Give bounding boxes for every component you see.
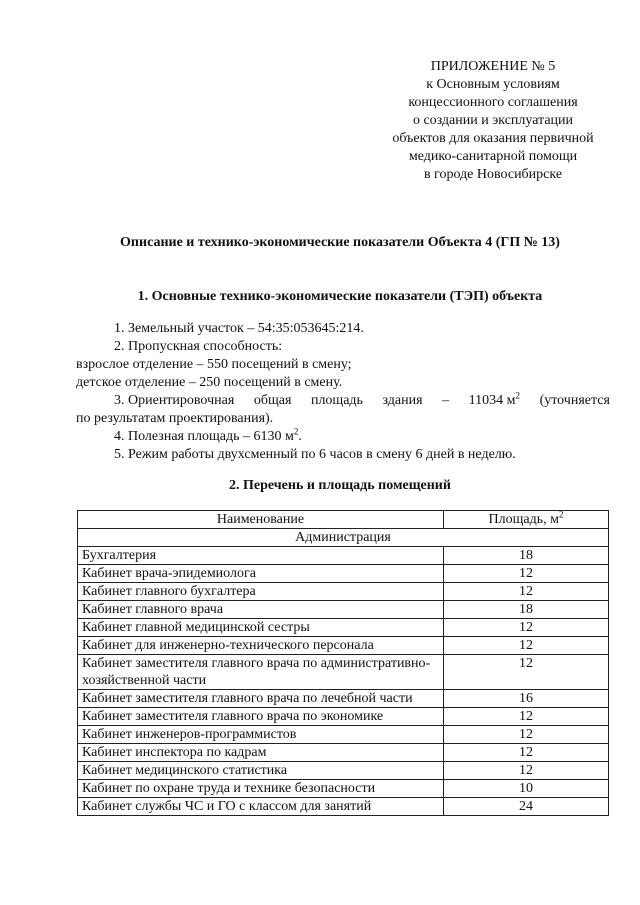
room-name: Кабинет инженеров-программистов: [78, 726, 444, 744]
section1-title: 1. Основные технико-экономические показатели (ТЭП) объекта: [137, 289, 543, 304]
room-name: Кабинет по охране труда и технике безопасности: [78, 780, 444, 798]
room-name: Кабинет заместителя главного врача по экономике: [78, 708, 444, 726]
word: 11034 м: [468, 393, 516, 408]
table-group-row: [78, 529, 609, 547]
document-title: Описание и технико-экономические показатели Объекта 4 (ГП № 13): [120, 235, 560, 250]
room-name: Кабинет врача-эпидемиолога: [78, 565, 444, 583]
table-row: [78, 744, 609, 762]
room-area: 16: [444, 690, 609, 708]
item-work-mode: 5. Режим работы двухсменный по 6 часов в смену 6 дней в неделю.: [114, 447, 516, 462]
appendix-line: медико-санитарной помощи: [408, 149, 578, 164]
appendix-header: [370, 58, 616, 184]
table-row: [78, 726, 609, 744]
table-row: [78, 601, 609, 619]
room-name: Кабинет инспектора по кадрам: [78, 744, 444, 762]
table-row: [78, 798, 609, 816]
room-name: Кабинет медицинского статистика: [78, 762, 444, 780]
word: здания: [382, 393, 423, 408]
table-row: [78, 655, 609, 690]
room-area: 12: [444, 637, 609, 655]
section1-body: [76, 320, 610, 464]
room-area: 12: [444, 565, 609, 583]
table-row: [78, 690, 609, 708]
item-capacity: 2. Пропускная способность:: [114, 339, 283, 354]
room-area: 12: [444, 619, 609, 637]
section2-title: 2. Перечень и площадь помещений: [229, 478, 451, 493]
superscript: 2: [558, 509, 564, 520]
room-name: Кабинет главного врача: [78, 601, 444, 619]
table-row: [78, 583, 609, 601]
word: площадь: [310, 393, 363, 408]
room-name: Кабинет заместителя главного врача по лечебной части: [78, 690, 444, 708]
room-area: 12: [444, 655, 609, 690]
room-name: Кабинет главного бухгалтера: [78, 583, 444, 601]
room-area: 10: [444, 780, 609, 798]
table-row: [78, 619, 609, 637]
column-header-name: Наименование: [78, 511, 444, 529]
room-area: 24: [444, 798, 609, 816]
item-capacity-adult: взрослое отделение – 550 посещений в смену;: [76, 357, 352, 372]
table-row: [78, 780, 609, 798]
room-area: 12: [444, 744, 609, 762]
item-total-area: [76, 392, 610, 410]
room-area: 18: [444, 601, 609, 619]
room-area: 12: [444, 762, 609, 780]
table-row: [78, 708, 609, 726]
superscript: 2: [293, 426, 299, 437]
room-area: 18: [444, 547, 609, 565]
table-row: [78, 547, 609, 565]
room-name: Кабинет главной медицинской сестры: [78, 619, 444, 637]
room-name: Бухгалтерия: [78, 547, 444, 565]
item-total-area-cont: по результатам проектирования).: [76, 411, 274, 426]
total-area-value: [469, 392, 520, 410]
item-useful-area: [76, 428, 610, 446]
word: (уточняется: [539, 393, 610, 408]
appendix-line: к Основным условиям: [426, 77, 560, 92]
header-text: Площадь, м: [488, 512, 559, 527]
room-name: Кабинет службы ЧС и ГО с классом для занятий: [78, 798, 444, 816]
appendix-line: в городе Новосибирске: [423, 167, 563, 182]
column-header-area: [444, 511, 609, 529]
room-area: 12: [444, 708, 609, 726]
group-label: Администрация: [78, 529, 609, 547]
rooms-table: [77, 510, 609, 816]
superscript: 2: [515, 390, 521, 401]
word: 3. Ориентировочная: [114, 393, 235, 408]
table-row: [78, 565, 609, 583]
appendix-line: концессионного соглашения: [408, 95, 578, 110]
table-row: [78, 637, 609, 655]
item-capacity-child: детское отделение – 250 посещений в смену.: [76, 375, 343, 390]
period: .: [298, 429, 302, 444]
room-name: Кабинет для инженерно-технического персонала: [78, 637, 444, 655]
room-area: 12: [444, 726, 609, 744]
appendix-line: о создании и эксплуатации: [412, 113, 574, 128]
table-row: [78, 762, 609, 780]
room-area: 12: [444, 583, 609, 601]
useful-area-text: 4. Полезная площадь – 6130 м: [114, 429, 294, 444]
word: –: [442, 393, 450, 408]
room-name: Кабинет заместителя главного врача по административно- хозяйственной части: [78, 655, 444, 690]
item-land-plot: 1. Земельный участок – 54:35:053645:214.: [114, 321, 364, 336]
appendix-line: объектов для оказания первичной: [392, 131, 594, 146]
word: общая: [253, 393, 292, 408]
table-header-row: [78, 511, 609, 529]
appendix-line: ПРИЛОЖЕНИЕ № 5: [430, 59, 556, 74]
